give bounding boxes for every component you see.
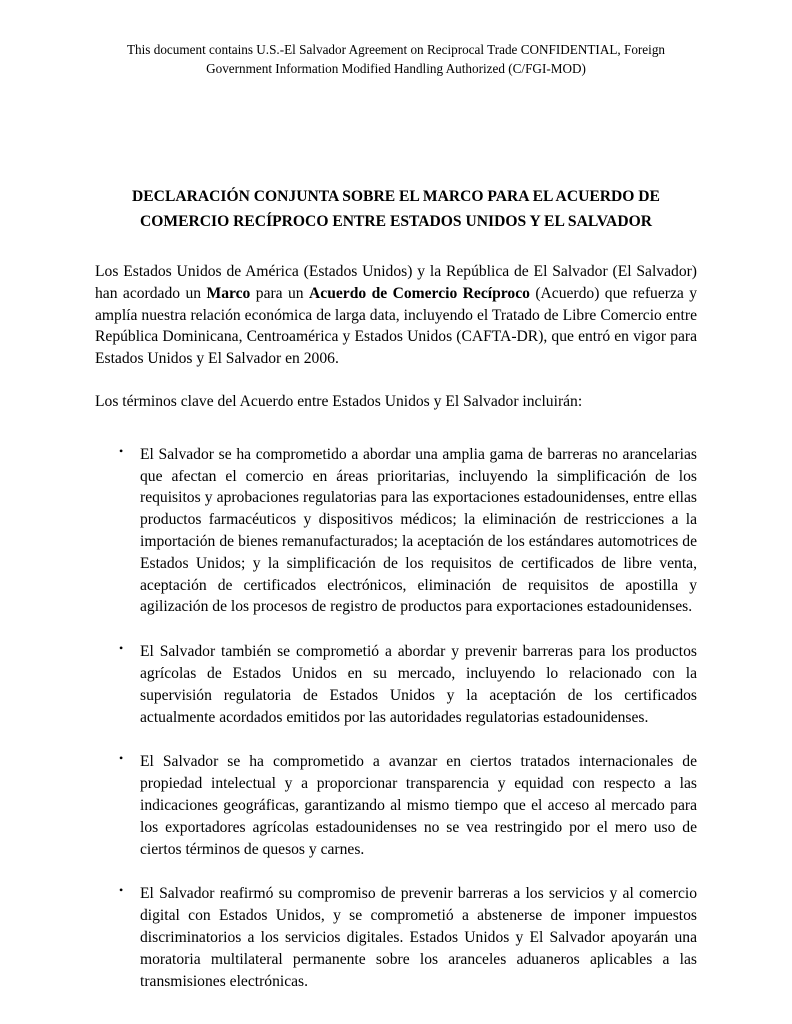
list-item: [95, 444, 697, 618]
list-item: [95, 641, 697, 728]
bullet-icon: •: [119, 751, 124, 766]
bullet-text-intellectual-property: El Salvador se ha comprometido a avanzar en ciertos tratados internacionales de propiedad intelectual y a proporcionar transparencia y equidad con respecto a las indicaciones geográficas, garantizando al mismo tiempo que el acceso al mercado para los exportadores agrícolas estadounidenses no se vea restringido por el mero uso de ciertos términos de quesos y carnes.: [140, 753, 697, 858]
bullet-text-agricultural-products: El Salvador también se comprometió a abordar y prevenir barreras para los productos agrícolas de Estados Unidos en su mercado, incluyendo lo relacionado con la supervisión regulatoria de Estados Unidos y la aceptación de los certificados actualmente acordados emitidos por las autoridades regulatorias estadounidenses.: [140, 643, 697, 726]
bullet-icon: •: [119, 641, 124, 656]
classification-banner: This document contains U.S.-El Salvador Agreement on Reciprocal Trade CONFIDENTIAL, Foreign Government Information Modified Handling Authorized (C/FGI-MOD): [126, 42, 666, 76]
list-item: [95, 883, 697, 992]
bullet-text-non-tariff-barriers: El Salvador se ha comprometido a abordar una amplia gama de barreras no arancelarias que afectan el comercio en áreas prioritarias, incluyendo la simplificación de los requisitos y aprobaciones regulatorias para las exportaciones estadounidenses, entre ellas productos farmacéuticos y dispositivos médicos; la eliminación de restricciones a la importación de bienes remanufacturados; la aceptación de los estándares automotrices de Estados Unidos; y la simplificación de los requisitos de certificados de libre venta, aceptación de certificados electrónicos, eliminación de requisitos de apostilla y agilización de los procesos de registro de productos para exportaciones estadounidenses.: [140, 445, 697, 616]
bullet-icon: •: [119, 883, 124, 898]
key-terms-list: [95, 444, 697, 993]
intro-paragraph: Los Estados Unidos de América (Estados Unidos) y la República de El Salvador (El Salvador) han acordado un Marco para un Acuerdo de Comercio Recíproco (Acuerdo) que refuerza y amplía nuestra relación económica de larga data, incluyendo el Tratado de Libre Comercio entre República Dominicana, Centroamérica y Estados Unidos (CAFTA-DR), que entró en vigor para Estados Unidos y El Salvador en 2006.: [95, 263, 697, 368]
bullet-icon: •: [119, 443, 124, 458]
document-title: DECLARACIÓN CONJUNTA SOBRE EL MARCO PARA EL ACUERDO DE COMERCIO RECÍPROCO ENTRE ESTADOS UNIDOS Y EL SALVADOR: [132, 188, 660, 230]
key-terms-intro: Los términos clave del Acuerdo entre Estados Unidos y El Salvador incluirán:: [95, 392, 583, 410]
bullet-text-digital-services: El Salvador reafirmó su compromiso de prevenir barreras a los servicios y al comercio digital con Estados Unidos, y se comprometió a abstenerse de imponer impuestos discriminatorios a los servicios digitales. Estados Unidos y El Salvador apoyarán una moratoria multilateral permanente sobre los aranceles aduaneros aplicables a las transmisiones electrónicas.: [140, 885, 697, 990]
list-item: [95, 751, 697, 860]
